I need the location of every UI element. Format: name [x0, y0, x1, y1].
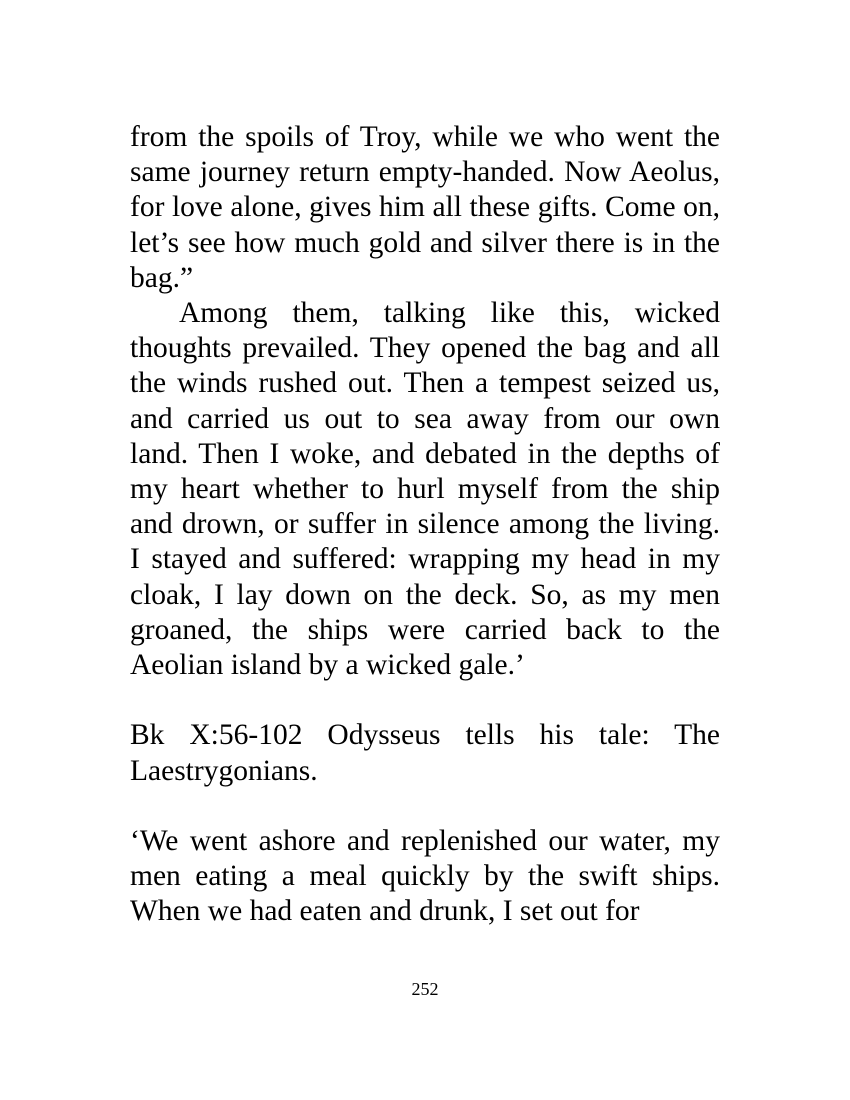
- section-heading: Bk X:56-102 Odysseus tells his tale: The Laestrygonians.: [130, 719, 720, 787]
- page-number: 252: [411, 979, 439, 999]
- body-text: [130, 120, 720, 930]
- paragraph-continuation: from the spoils of Troy, while we who went the same journey return empty-handed. Now Aeolus, for love alone, gives him all these gifts. Come on, let’s see how much gold and silver there is in the bag.”: [130, 121, 720, 294]
- paragraph-wicked-thoughts: Among them, talking like this, wicked thoughts prevailed. They opened the bag and all the winds rushed out. Then a tempest seized us, and carried us out to sea away from our own land. Then I woke, and debated in the depths of my heart whether to hurl myself from the ship and drown, or suffer in silence among the living. I stayed and suffered: wrapping my head in my cloak, I lay down on the deck. So, as my men groaned, the ships were carried back to the Aeolian island by a wicked gale.’: [130, 297, 720, 682]
- paragraph-went-ashore: ‘We went ashore and replenished our water, my men eating a meal quickly by the swift ships. When we had eaten and drunk, I set out for: [130, 825, 720, 928]
